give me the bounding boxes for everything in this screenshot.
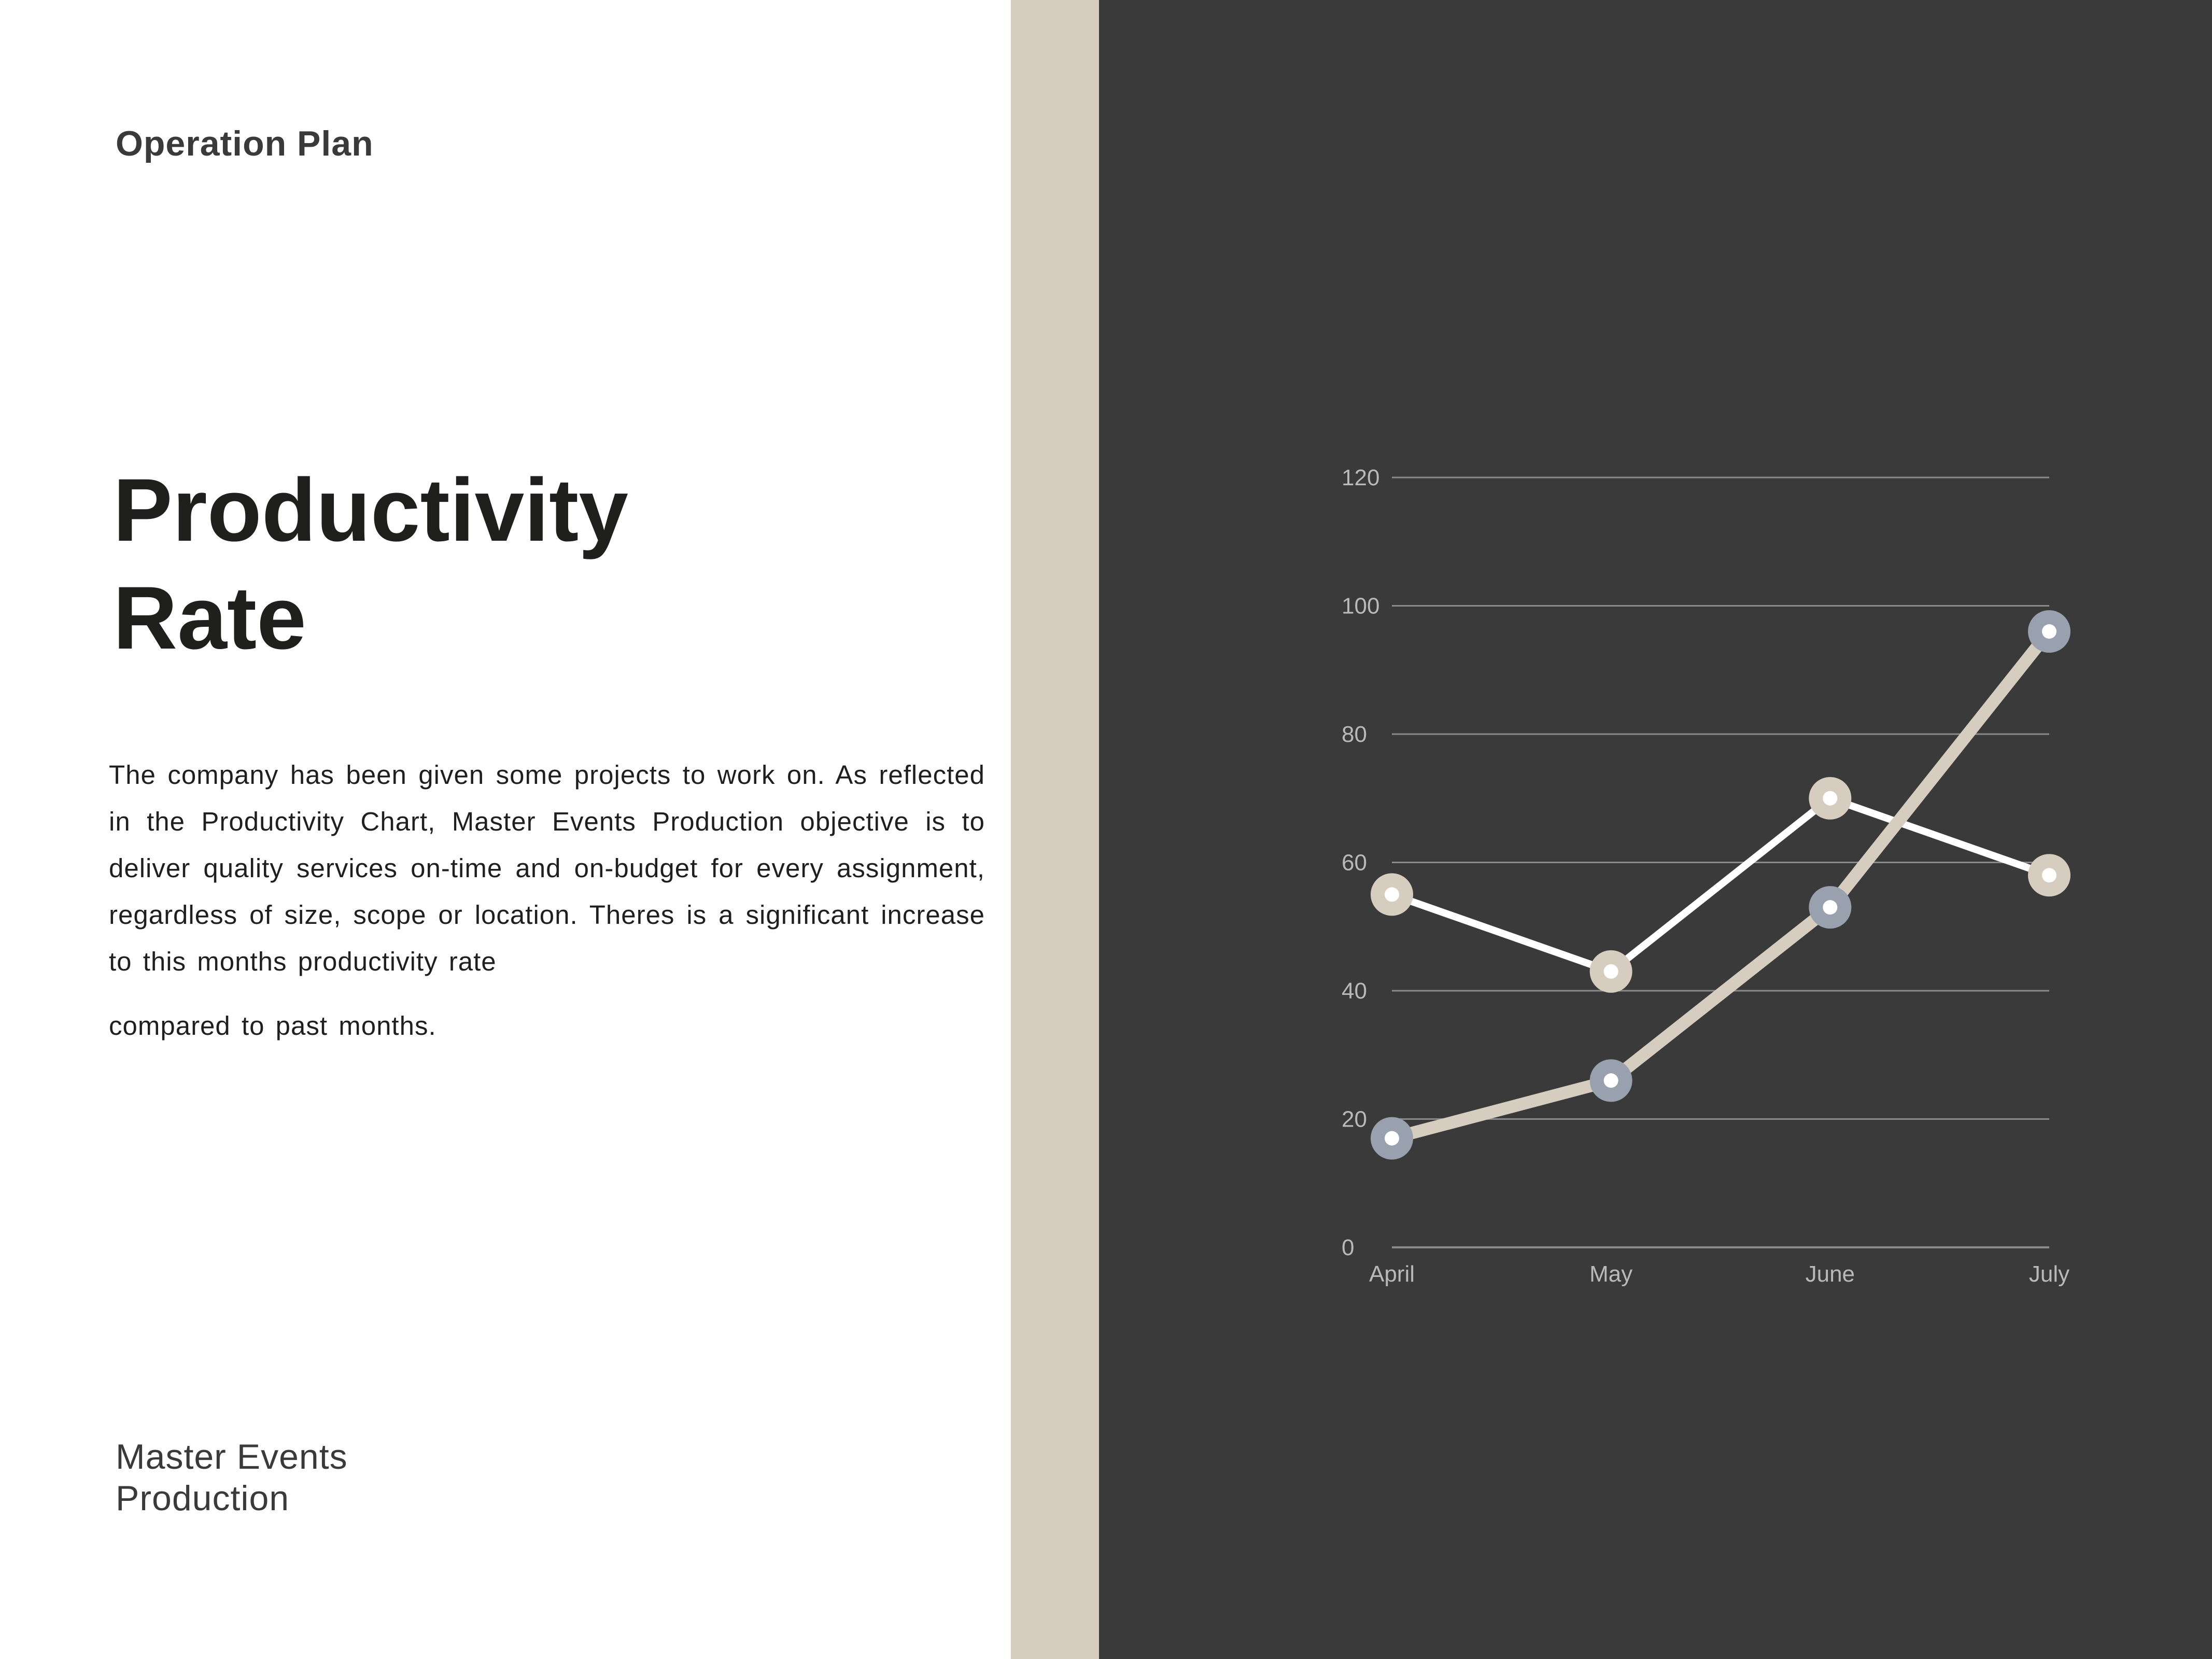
x-tick-label-april: April: [1369, 1261, 1415, 1287]
series-1-point-center-july: [2042, 868, 2056, 882]
section-label: Operation Plan: [116, 124, 374, 163]
description-last-line: compared to past months.: [109, 1011, 436, 1041]
x-tick-label-june: June: [1805, 1261, 1855, 1287]
series-1-line: [1392, 798, 2049, 972]
series-2-point-center-july: [2042, 624, 2056, 639]
x-tick-label-may: May: [1589, 1261, 1633, 1287]
title-line-1: Productivity: [113, 460, 628, 560]
series-1-point-center-april: [1385, 887, 1399, 902]
series-1-point-center-june: [1823, 791, 1837, 806]
y-tick-label-120: 120: [1342, 465, 1380, 490]
x-tick-label-july: July: [2028, 1261, 2070, 1287]
series-1-point-center-may: [1604, 964, 1618, 979]
series-2-point-center-june: [1823, 900, 1837, 915]
description-text: The company has been given some projects to work on. As reflected in the Productivity Chart, Master Events Production objective is to deliver quality services on-time and on-budget for every assignment, regardless of size, scope or location. Theres is a significant increase to this months productivity rate: [109, 760, 985, 976]
y-tick-label-0: 0: [1342, 1235, 1355, 1260]
y-tick-label-40: 40: [1342, 978, 1367, 1004]
series-2-point-center-april: [1385, 1131, 1399, 1146]
company-name-line-1: Master Events: [116, 1437, 348, 1477]
y-tick-label-20: 20: [1342, 1106, 1367, 1132]
title-line-2: Rate: [113, 568, 306, 668]
company-name-line-2: Production: [116, 1479, 290, 1518]
y-tick-label-60: 60: [1342, 850, 1367, 876]
y-tick-label-80: 80: [1342, 722, 1367, 747]
y-tick-label-100: 100: [1342, 593, 1380, 619]
series-2-point-center-may: [1604, 1073, 1618, 1088]
